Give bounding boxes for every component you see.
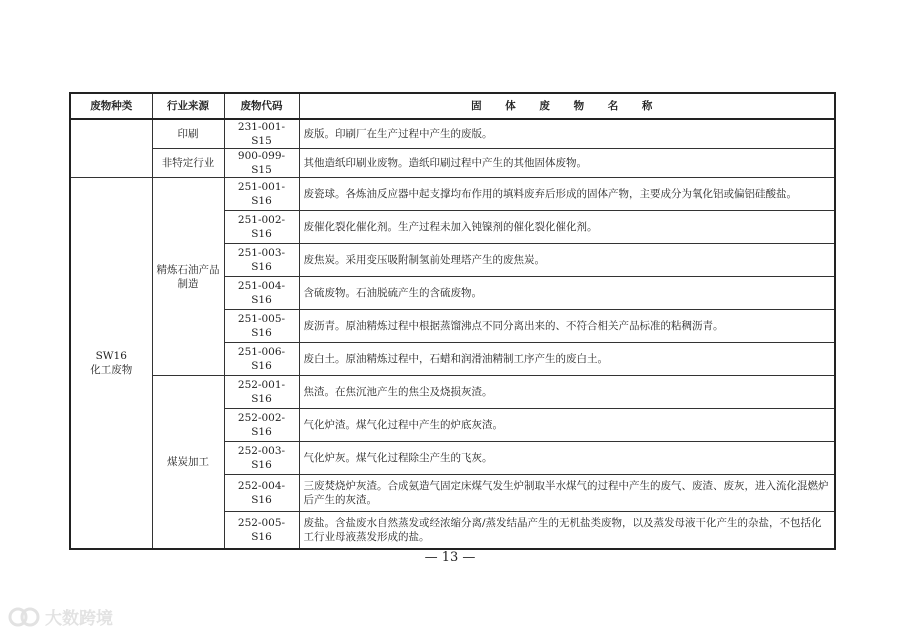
code-cell: 252-002-S16 xyxy=(224,409,299,442)
code-cell: 251-002-S16 xyxy=(224,211,299,244)
desc-cell: 气化炉渣。煤气化过程中产生的炉底灰渣。 xyxy=(299,409,835,442)
desc-cell: 废沥青。原油精炼过程中根据蒸馏沸点不同分离出来的、不符合相关产品标准的粘稠沥青。 xyxy=(299,310,835,343)
header-code: 废物代码 xyxy=(224,93,299,119)
table-row xyxy=(70,178,835,211)
industry-cell: 印刷 xyxy=(152,119,224,149)
desc-cell: 废白土。原油精炼过程中，石蜡和润滑油精制工序产生的废白土。 xyxy=(299,343,835,376)
desc-cell: 三废焚烧炉灰渣。合成氨造气固定床煤气发生炉制取半水煤气的过程中产生的废气、废渣、废灰，进入流化混燃炉后产生的灰渣。 xyxy=(299,475,835,512)
code-cell: 900-099-S15 xyxy=(224,149,299,178)
table-row xyxy=(70,149,835,178)
page-number: — 13 — xyxy=(424,550,476,565)
code-cell: 251-006-S16 xyxy=(224,343,299,376)
desc-cell: 废焦炭。采用变压吸附制氢前处理塔产生的废焦炭。 xyxy=(299,244,835,277)
table-row xyxy=(70,376,835,409)
desc-cell: 废催化裂化催化剂。生产过程未加入钝镍剂的催化裂化催化剂。 xyxy=(299,211,835,244)
watermark-text: 大数跨境 xyxy=(45,609,113,629)
desc-cell: 气化炉灰。煤气化过程除尘产生的飞灰。 xyxy=(299,442,835,475)
table-row xyxy=(70,119,835,149)
code-cell: 251-004-S16 xyxy=(224,277,299,310)
waste-table xyxy=(69,92,836,550)
code-cell: 252-001-S16 xyxy=(224,376,299,409)
header-category: 废物种类 xyxy=(70,93,152,119)
industry-cell: 非特定行业 xyxy=(152,149,224,178)
code-cell: 252-003-S16 xyxy=(224,442,299,475)
table-header-row xyxy=(70,93,835,119)
category-cell-empty xyxy=(70,119,152,178)
industry-cell: 煤炭加工 xyxy=(152,376,224,550)
header-industry: 行业来源 xyxy=(152,93,224,119)
code-cell: 251-003-S16 xyxy=(224,244,299,277)
code-cell: 251-005-S16 xyxy=(224,310,299,343)
category-cell-sw16: SW16 化工废物 xyxy=(70,178,152,550)
industry-cell: 精炼石油产品制造 xyxy=(152,178,224,376)
desc-cell: 废瓷球。各炼油反应器中起支撑均布作用的填料废弃后形成的固体产物，主要成分为氧化铝或偏铝硅酸盐。 xyxy=(299,178,835,211)
code-cell: 252-004-S16 xyxy=(224,475,299,512)
code-cell: 231-001-S15 xyxy=(224,119,299,149)
header-name: 固 体 废 物 名 称 xyxy=(299,93,835,119)
watermark xyxy=(8,604,113,629)
desc-cell: 其他造纸印刷业废物。造纸印刷过程中产生的其他固体废物。 xyxy=(299,149,835,178)
code-cell: 251-001-S16 xyxy=(224,178,299,211)
desc-cell: 废盐。含盐废水自然蒸发或经浓缩分离/蒸发结晶产生的无机盐类废物，以及蒸发母液干化产生的杂盐，不包括化工行业母液蒸发形成的盐。 xyxy=(299,512,835,550)
desc-cell: 焦渣。在焦沉池产生的焦尘及烧损灰渣。 xyxy=(299,376,835,409)
code-cell: 252-005-S16 xyxy=(224,512,299,550)
brand-logo-icon xyxy=(8,606,42,628)
desc-cell: 含硫废物。石油脱硫产生的含硫废物。 xyxy=(299,277,835,310)
desc-cell: 废版。印刷厂在生产过程中产生的废版。 xyxy=(299,119,835,149)
